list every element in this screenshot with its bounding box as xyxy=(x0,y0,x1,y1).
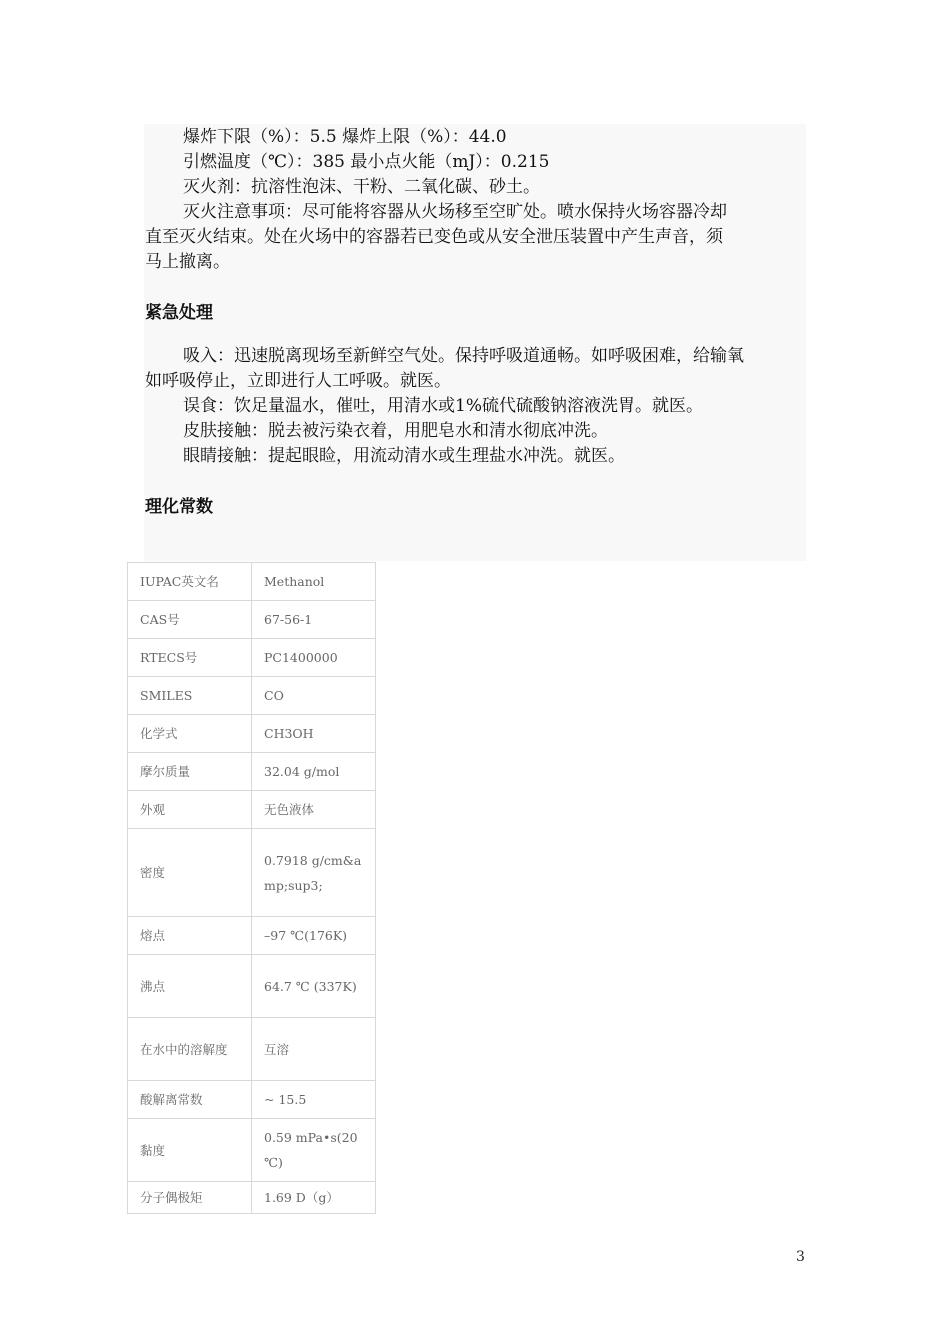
table-row xyxy=(128,1182,376,1214)
property-name: RTECS号 xyxy=(128,639,252,677)
ingestion-line: 误食：饮足量温水，催吐，用清水或1%硫代硫酸钠溶液洗胃。就医。 xyxy=(183,396,703,416)
table-row xyxy=(128,1119,376,1182)
property-name: 摩尔质量 xyxy=(128,753,252,791)
firefighting-notes-line-1: 灭火注意事项：尽可能将容器从火场移至空旷处。喷水保持火场容器冷却 xyxy=(183,202,727,222)
firefighting-notes-line-2: 直至灭火结束。处在火场中的容器若已变色或从安全泄压装置中产生声音，须 xyxy=(145,227,723,247)
property-value: 67-56-1 xyxy=(252,601,376,639)
property-value: 互溶 xyxy=(252,1018,376,1081)
property-name: IUPAC英文名 xyxy=(128,563,252,601)
constants-heading: 理化常数 xyxy=(145,497,213,517)
table-row xyxy=(128,563,376,601)
property-value: 0.59 mPa•s(20 ℃) xyxy=(252,1119,376,1182)
property-value: 32.04 g/mol xyxy=(252,753,376,791)
table-row xyxy=(128,829,376,917)
inhalation-line-2: 如呼吸停止，立即进行人工呼吸。就医。 xyxy=(145,371,451,391)
explosion-limits-line: 爆炸下限（%）：5.5 爆炸上限（%）：44.0 xyxy=(183,127,507,147)
property-value: –97 ℃(176K) xyxy=(252,917,376,955)
property-name: 密度 xyxy=(128,829,252,917)
extinguishing-agent-line: 灭火剂：抗溶性泡沫、干粉、二氧化碳、砂土。 xyxy=(183,177,540,197)
property-value: Methanol xyxy=(252,563,376,601)
property-name: 酸解离常数 xyxy=(128,1081,252,1119)
table-row xyxy=(128,1081,376,1119)
property-name: 化学式 xyxy=(128,715,252,753)
property-name: 分子偶极矩 xyxy=(128,1182,252,1214)
property-value: 无色液体 xyxy=(252,791,376,829)
emergency-heading: 紧急处理 xyxy=(145,303,213,323)
property-name: 在水中的溶解度 xyxy=(128,1018,252,1081)
constants-table xyxy=(127,562,376,1214)
property-value: 1.69 D（g） xyxy=(252,1182,376,1214)
property-name: 黏度 xyxy=(128,1119,252,1182)
table-row xyxy=(128,639,376,677)
property-name: 外观 xyxy=(128,791,252,829)
table-row xyxy=(128,917,376,955)
property-name: 沸点 xyxy=(128,955,252,1018)
eye-contact-line: 眼睛接触：提起眼睑，用流动清水或生理盐水冲洗。就医。 xyxy=(183,446,625,466)
property-value: CO xyxy=(252,677,376,715)
inhalation-line-1: 吸入：迅速脱离现场至新鲜空气处。保持呼吸道通畅。如呼吸困难，给输氧 xyxy=(183,346,744,366)
table-row xyxy=(128,791,376,829)
firefighting-notes-line-3: 马上撤离。 xyxy=(145,252,230,272)
property-value: ~ 15.5 xyxy=(252,1081,376,1119)
ignition-temp-line: 引燃温度（℃）：385 最小点火能（mJ）：0.215 xyxy=(183,152,550,172)
property-name: SMILES xyxy=(128,677,252,715)
table-row xyxy=(128,753,376,791)
property-value: PC1400000 xyxy=(252,639,376,677)
table-row xyxy=(128,955,376,1018)
property-name: CAS号 xyxy=(128,601,252,639)
property-value: CH3OH xyxy=(252,715,376,753)
page-number: 3 xyxy=(796,1249,805,1265)
table-row xyxy=(128,677,376,715)
property-value: 0.7918 g/cm&amp;sup3; xyxy=(252,829,376,917)
property-value: 64.7 ℃ (337K) xyxy=(252,955,376,1018)
table-row xyxy=(128,601,376,639)
property-name: 熔点 xyxy=(128,917,252,955)
skin-contact-line: 皮肤接触：脱去被污染衣着，用肥皂水和清水彻底冲洗。 xyxy=(183,421,608,441)
table-row xyxy=(128,715,376,753)
table-row xyxy=(128,1018,376,1081)
